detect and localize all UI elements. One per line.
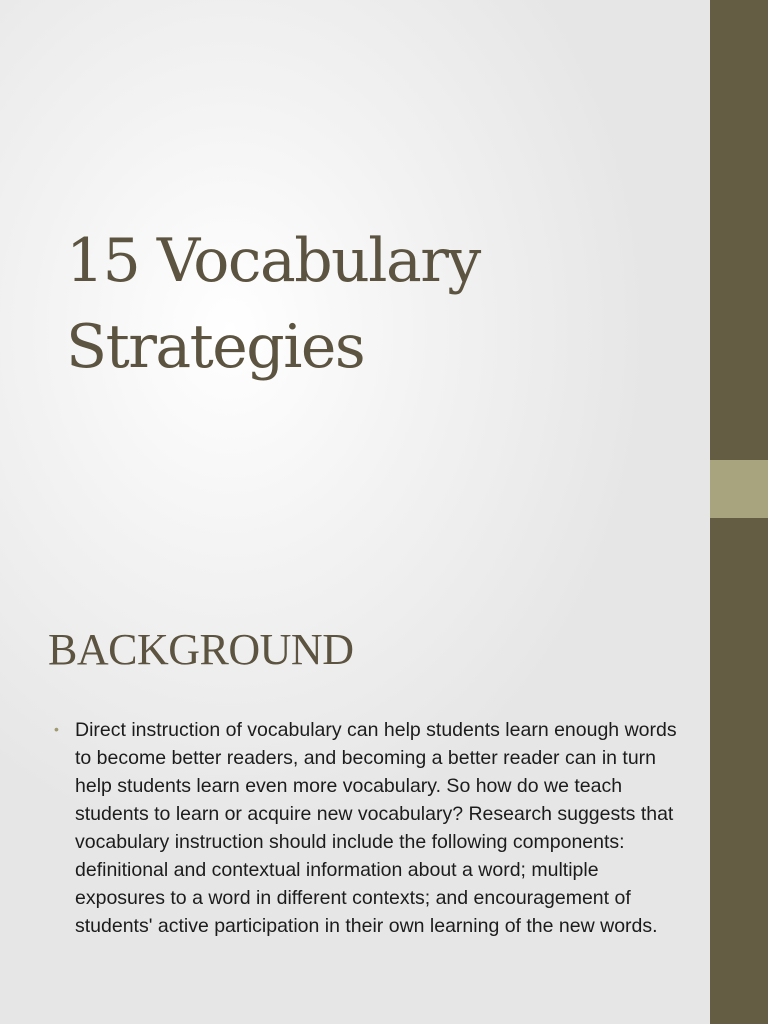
bullet-text: Direct instruction of vocabulary can help students learn enough words to become better readers, and becoming a better reader can in turn help students learn even more vocabulary. So how do we teach students to learn or acquire new vocabulary? Research suggests that vocabulary instruction should include the following components: definitional and contextual information about a word; multiple exposures to a word in different contexts; and encouragement of students' active participation in their own learning of the new words. — [75, 719, 677, 937]
bullet-item — [54, 716, 684, 940]
bullet-marker-icon: • — [54, 721, 59, 737]
slide-title: 15 Vocabulary Strategies — [66, 226, 480, 382]
sidebar-accent-block — [710, 460, 768, 518]
sidebar-bar — [710, 0, 768, 1024]
bullet-list — [54, 716, 684, 940]
section-heading: BACKGROUND — [48, 625, 354, 674]
